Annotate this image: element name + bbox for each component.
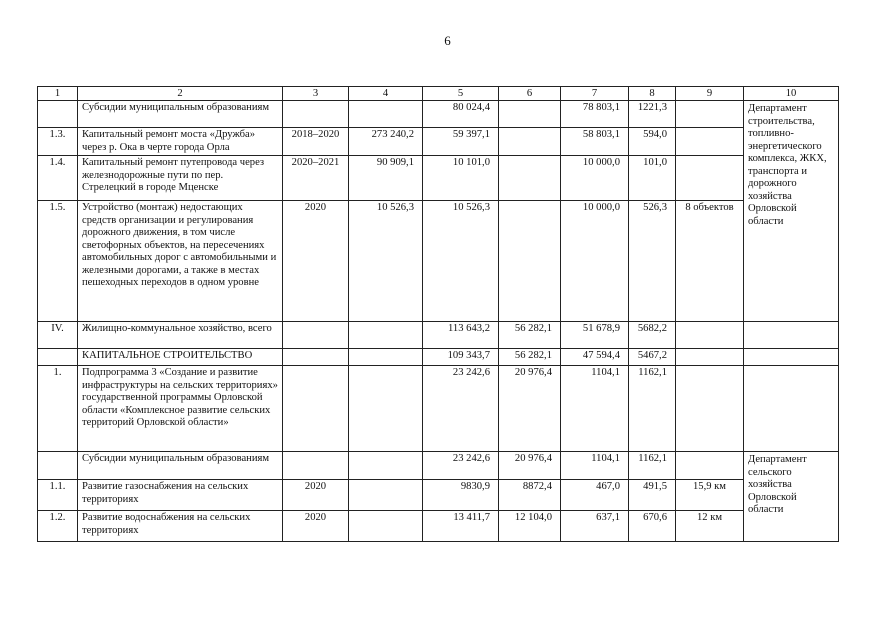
row-total: 10 526,3 bbox=[349, 201, 423, 322]
row-total bbox=[349, 480, 423, 511]
row-col7: 1104,1 bbox=[561, 452, 629, 480]
row-col7: 51 678,9 bbox=[561, 322, 629, 349]
table-row bbox=[38, 156, 839, 201]
row-period: 2020–2021 bbox=[283, 156, 349, 201]
page-number: 6 bbox=[444, 33, 451, 48]
table-row bbox=[38, 366, 839, 452]
row-col9: 12 км bbox=[676, 511, 744, 542]
row-col5: 23 242,6 bbox=[423, 452, 499, 480]
row-col8: 594,0 bbox=[629, 128, 676, 156]
row-name: Капитальный ремонт путепровода через железнодорожные пути по пер. Стрелецкий в городе Мценске bbox=[78, 156, 283, 201]
row-col6: 56 282,1 bbox=[499, 322, 561, 349]
table-row bbox=[38, 349, 839, 366]
row-period bbox=[283, 349, 349, 366]
row-period bbox=[283, 101, 349, 128]
row-col5: 13 411,7 bbox=[423, 511, 499, 542]
row-col9 bbox=[676, 452, 744, 480]
header-cell: 2 bbox=[78, 87, 283, 101]
row-col8: 101,0 bbox=[629, 156, 676, 201]
row-total bbox=[349, 101, 423, 128]
row-col7: 1104,1 bbox=[561, 366, 629, 452]
responsible-department: Департамент строительства, топливно-энергетического комплекса, ЖКХ, транспорта и дорожного хозяйства Орловской области bbox=[744, 101, 839, 322]
row-col6: 8872,4 bbox=[499, 480, 561, 511]
row-number: 1.2. bbox=[38, 511, 78, 542]
row-col8: 1221,3 bbox=[629, 101, 676, 128]
row-total bbox=[349, 349, 423, 366]
row-col10 bbox=[744, 349, 839, 366]
row-col9 bbox=[676, 366, 744, 452]
row-col6: 12 104,0 bbox=[499, 511, 561, 542]
row-number: 1. bbox=[38, 366, 78, 452]
row-total: 273 240,2 bbox=[349, 128, 423, 156]
table-row bbox=[38, 128, 839, 156]
row-total bbox=[349, 511, 423, 542]
row-col6: 20 976,4 bbox=[499, 452, 561, 480]
header-cell: 7 bbox=[561, 87, 629, 101]
row-col5: 113 643,2 bbox=[423, 322, 499, 349]
row-total: 90 909,1 bbox=[349, 156, 423, 201]
row-period: 2020 bbox=[283, 480, 349, 511]
row-col8: 670,6 bbox=[629, 511, 676, 542]
row-col7: 467,0 bbox=[561, 480, 629, 511]
row-number bbox=[38, 349, 78, 366]
row-name: Устройство (монтаж) недостающих средств организации и регулирования дорожного движения, в том числе светофорных объектов, на пересечениях автомобильных дорог с автомобильными и железными дорогами, а также в местах пешеходных переходов в одном уровне bbox=[78, 201, 283, 322]
row-col8: 5682,2 bbox=[629, 322, 676, 349]
row-period bbox=[283, 452, 349, 480]
row-col5: 10 526,3 bbox=[423, 201, 499, 322]
table-row bbox=[38, 452, 839, 480]
row-total bbox=[349, 322, 423, 349]
row-col7: 78 803,1 bbox=[561, 101, 629, 128]
row-period bbox=[283, 366, 349, 452]
row-name: Субсидии муниципальным образованиям bbox=[78, 452, 283, 480]
row-number: IV. bbox=[38, 322, 78, 349]
table-row bbox=[38, 511, 839, 542]
row-number: 1.4. bbox=[38, 156, 78, 201]
header-row bbox=[38, 87, 839, 101]
header-cell: 10 bbox=[744, 87, 839, 101]
row-col6 bbox=[499, 201, 561, 322]
row-col5: 23 242,6 bbox=[423, 366, 499, 452]
header-cell: 8 bbox=[629, 87, 676, 101]
row-col6: 20 976,4 bbox=[499, 366, 561, 452]
row-col8: 491,5 bbox=[629, 480, 676, 511]
row-col8: 526,3 bbox=[629, 201, 676, 322]
table-row bbox=[38, 322, 839, 349]
row-col9: 8 объектов bbox=[676, 201, 744, 322]
row-col9 bbox=[676, 101, 744, 128]
row-period: 2018–2020 bbox=[283, 128, 349, 156]
row-col7: 10 000,0 bbox=[561, 156, 629, 201]
responsible-department: Департамент сельского хозяйства Орловской области bbox=[744, 452, 839, 542]
row-name: Развитие водоснабжения на сельских территориях bbox=[78, 511, 283, 542]
header-cell: 6 bbox=[499, 87, 561, 101]
row-total bbox=[349, 452, 423, 480]
header-cell: 5 bbox=[423, 87, 499, 101]
row-name: Развитие газоснабжения на сельских территориях bbox=[78, 480, 283, 511]
header-cell: 4 bbox=[349, 87, 423, 101]
row-col8: 1162,1 bbox=[629, 452, 676, 480]
row-period: 2020 bbox=[283, 511, 349, 542]
row-number: 1.5. bbox=[38, 201, 78, 322]
row-number bbox=[38, 452, 78, 480]
row-col9 bbox=[676, 349, 744, 366]
row-number: 1.1. bbox=[38, 480, 78, 511]
row-period: 2020 bbox=[283, 201, 349, 322]
row-col5: 10 101,0 bbox=[423, 156, 499, 201]
row-col10 bbox=[744, 322, 839, 349]
row-number bbox=[38, 101, 78, 128]
header-cell: 1 bbox=[38, 87, 78, 101]
row-col7: 10 000,0 bbox=[561, 201, 629, 322]
row-col6 bbox=[499, 128, 561, 156]
table-row bbox=[38, 201, 839, 322]
row-col7: 58 803,1 bbox=[561, 128, 629, 156]
header-cell: 3 bbox=[283, 87, 349, 101]
row-name: Субсидии муниципальным образованиям bbox=[78, 101, 283, 128]
row-name: Подпрограмма 3 «Создание и развитие инфраструктуры на сельских территориях» государственной программы Орловской области «Комплексное развитие сельских территорий Орловской области» bbox=[78, 366, 283, 452]
table-row bbox=[38, 101, 839, 128]
row-col6: 56 282,1 bbox=[499, 349, 561, 366]
row-name: Капитальный ремонт моста «Дружба» через р. Ока в черте города Орла bbox=[78, 128, 283, 156]
row-col7: 637,1 bbox=[561, 511, 629, 542]
row-name: Жилищно-коммунальное хозяйство, всего bbox=[78, 322, 283, 349]
row-col5: 59 397,1 bbox=[423, 128, 499, 156]
header-cell: 9 bbox=[676, 87, 744, 101]
table-row bbox=[38, 480, 839, 511]
budget-table bbox=[37, 86, 839, 542]
row-col7: 47 594,4 bbox=[561, 349, 629, 366]
row-period bbox=[283, 322, 349, 349]
row-col8: 1162,1 bbox=[629, 366, 676, 452]
row-total bbox=[349, 366, 423, 452]
row-col9 bbox=[676, 128, 744, 156]
row-col5: 9830,9 bbox=[423, 480, 499, 511]
row-name: КАПИТАЛЬНОЕ СТРОИТЕЛЬСТВО bbox=[78, 349, 283, 366]
row-col10 bbox=[744, 366, 839, 452]
row-col8: 5467,2 bbox=[629, 349, 676, 366]
row-col6 bbox=[499, 101, 561, 128]
row-number: 1.3. bbox=[38, 128, 78, 156]
row-col9 bbox=[676, 322, 744, 349]
row-col5: 109 343,7 bbox=[423, 349, 499, 366]
row-col6 bbox=[499, 156, 561, 201]
row-col5: 80 024,4 bbox=[423, 101, 499, 128]
row-col9 bbox=[676, 156, 744, 201]
row-col9: 15,9 км bbox=[676, 480, 744, 511]
